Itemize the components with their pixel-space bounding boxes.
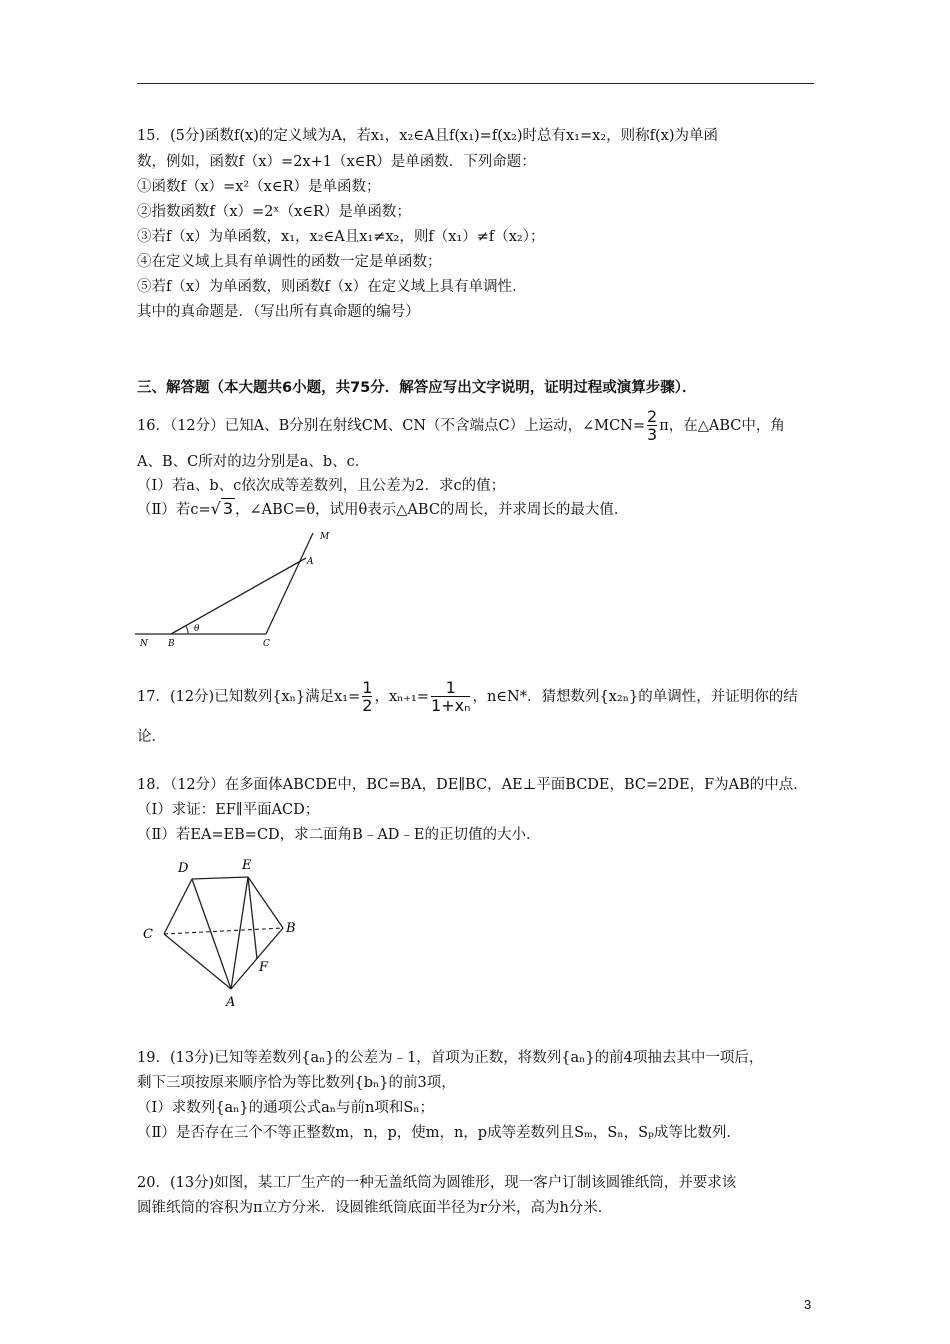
label-b: B [168,639,175,649]
q17-mid: ，xₙ₊₁= [374,689,430,705]
q17-f1-den: 2 [362,696,373,715]
q18-part1: （Ⅰ）求证：EF∥平面ACD； [137,802,320,818]
q18-polyhedron-figure [138,852,308,1012]
q15-item4: ④在定义域上具有单调性的函数一定是单函数； [137,254,442,270]
label-a: A [307,557,314,567]
label-d: D [178,861,189,876]
sqrt-symbol: √ 3 [210,499,234,518]
header-rule [137,83,814,84]
q15-item3: ③若f（x）为单函数，x₁，x₂∈A且x₁≠x₂，则f（x₁）≠f（x₂）； [137,229,545,245]
q15-ending: 其中的真命题是．（写出所有真命题的编号） [137,304,420,320]
q16-frac-num: 2 [647,407,658,426]
q16-fraction [647,408,657,444]
theta-arc [186,626,188,634]
q15-item5: ⑤若f（x）为单函数，则函数f（x）在定义域上具有单调性． [137,279,527,295]
ray-cm [266,533,313,634]
label-m: M [320,532,330,542]
q17-pre: 17．(12分)已知数列{xₙ}满足x₁= [137,689,361,705]
label-theta: θ [194,624,200,634]
q16-part1: （Ⅰ）若a、b、c依次成等差数列，且公差为2．求c的值； [137,478,506,494]
label-a18: A [226,995,236,1010]
q18-line1: 18．（12分）在多面体ABCDE中，BC=BA，DE∥BC，AE⊥平面BCDE，BC=2DE，F为AB的中点． [137,777,808,793]
q20-line2: 圆锥纸筒的容积为π立方分米．设圆锥纸筒底面半径为r分米，高为h分米． [137,1200,613,1216]
label-e: E [242,858,252,873]
q17-f2-den: 1+xₙ [431,696,471,715]
q16-part2 [137,499,628,520]
label-b18: B [286,921,296,936]
q17-f2-num: 1 [445,678,456,697]
q16-part2-post: ，∠ABC=θ，试用θ表示△ABC的周长，并求周长的最大值． [235,502,629,518]
q19-line2: 剩下三项按原来顺序恰为等比数列{bₙ}的前3项， [137,1075,456,1091]
q15-line1: 15．(5分)函数f(x)的定义域为A，若x₁，x₂∈A且f(x₁)=f(x₂)时总有x₁=x₂，则称f(x)为单函 [137,128,718,144]
q19-part1: （Ⅰ）求数列{aₙ}的通项公式aₙ与前n项和Sₙ； [137,1100,435,1116]
q16-radicand: 3 [222,499,234,518]
q19-line1: 19．(13分)已知等差数列{aₙ}的公差为﹣1，首项为正数，将数列{aₙ}的前4项抽去其中一项后， [137,1050,764,1066]
q17-post: ，n∈N*．猜想数列{x₂ₙ}的单调性，并证明你的结 [472,689,798,705]
edge-dc [164,879,192,934]
q19-part2: （Ⅱ）是否存在三个不等正整数m，n，p，使m，n，p成等差数列且Sₘ，Sₙ，Sₚ成等比数列． [137,1125,741,1141]
q15-item2: ②指数函数f（x）=2ˣ（x∈R）是单函数； [137,204,411,220]
q20-line1: 20．(13分)如图，某工厂生产的一种无盖纸筒为圆锥形，现一客户订制该圆锥纸筒，并要求该 [137,1175,737,1191]
q15-item1: ①函数f（x）=x²（x∈R）是单函数； [137,179,381,195]
q16-triangle-figure [130,525,350,655]
edge-cb-hidden [164,928,283,934]
edge-de [192,877,248,879]
q16-post: π，在△ABC中，角 [659,418,785,434]
q16-frac-den: 3 [647,425,658,444]
q17-f1-num: 1 [362,678,373,697]
label-f: F [259,960,269,975]
q16-line2: A、B、C所对的边分别是a、b、c． [137,454,370,470]
q15-line2: 数，例如，函数f（x）=2x+1（x∈R）是单函数．下列命题： [137,154,536,170]
section3-heading: 三、解答题（本大题共6小题，共75分．解答应写出文字说明，证明过程或演算步骤）． [137,380,697,396]
q16-line1 [137,408,785,444]
q18-part2: （Ⅱ）若EA=EB=CD，求二面角B﹣AD﹣E的正切值的大小． [137,827,541,843]
q17-fraction-2 [431,679,470,715]
q17-fraction-1 [362,679,372,715]
edge-ef [248,877,257,959]
label-n: N [140,639,148,649]
label-c18: C [143,927,153,942]
q17-line1 [137,676,798,718]
segment-ba [171,558,306,634]
q17-line2: 论． [137,729,166,745]
page-number: 3 [804,1297,812,1312]
q16-pre: 16．（12分）已知A、B分别在射线CM、CN（不含端点C）上运动，∠MCN= [137,418,646,434]
label-c: C [263,639,270,649]
q16-part2-pre: （Ⅱ）若c= [137,502,211,518]
